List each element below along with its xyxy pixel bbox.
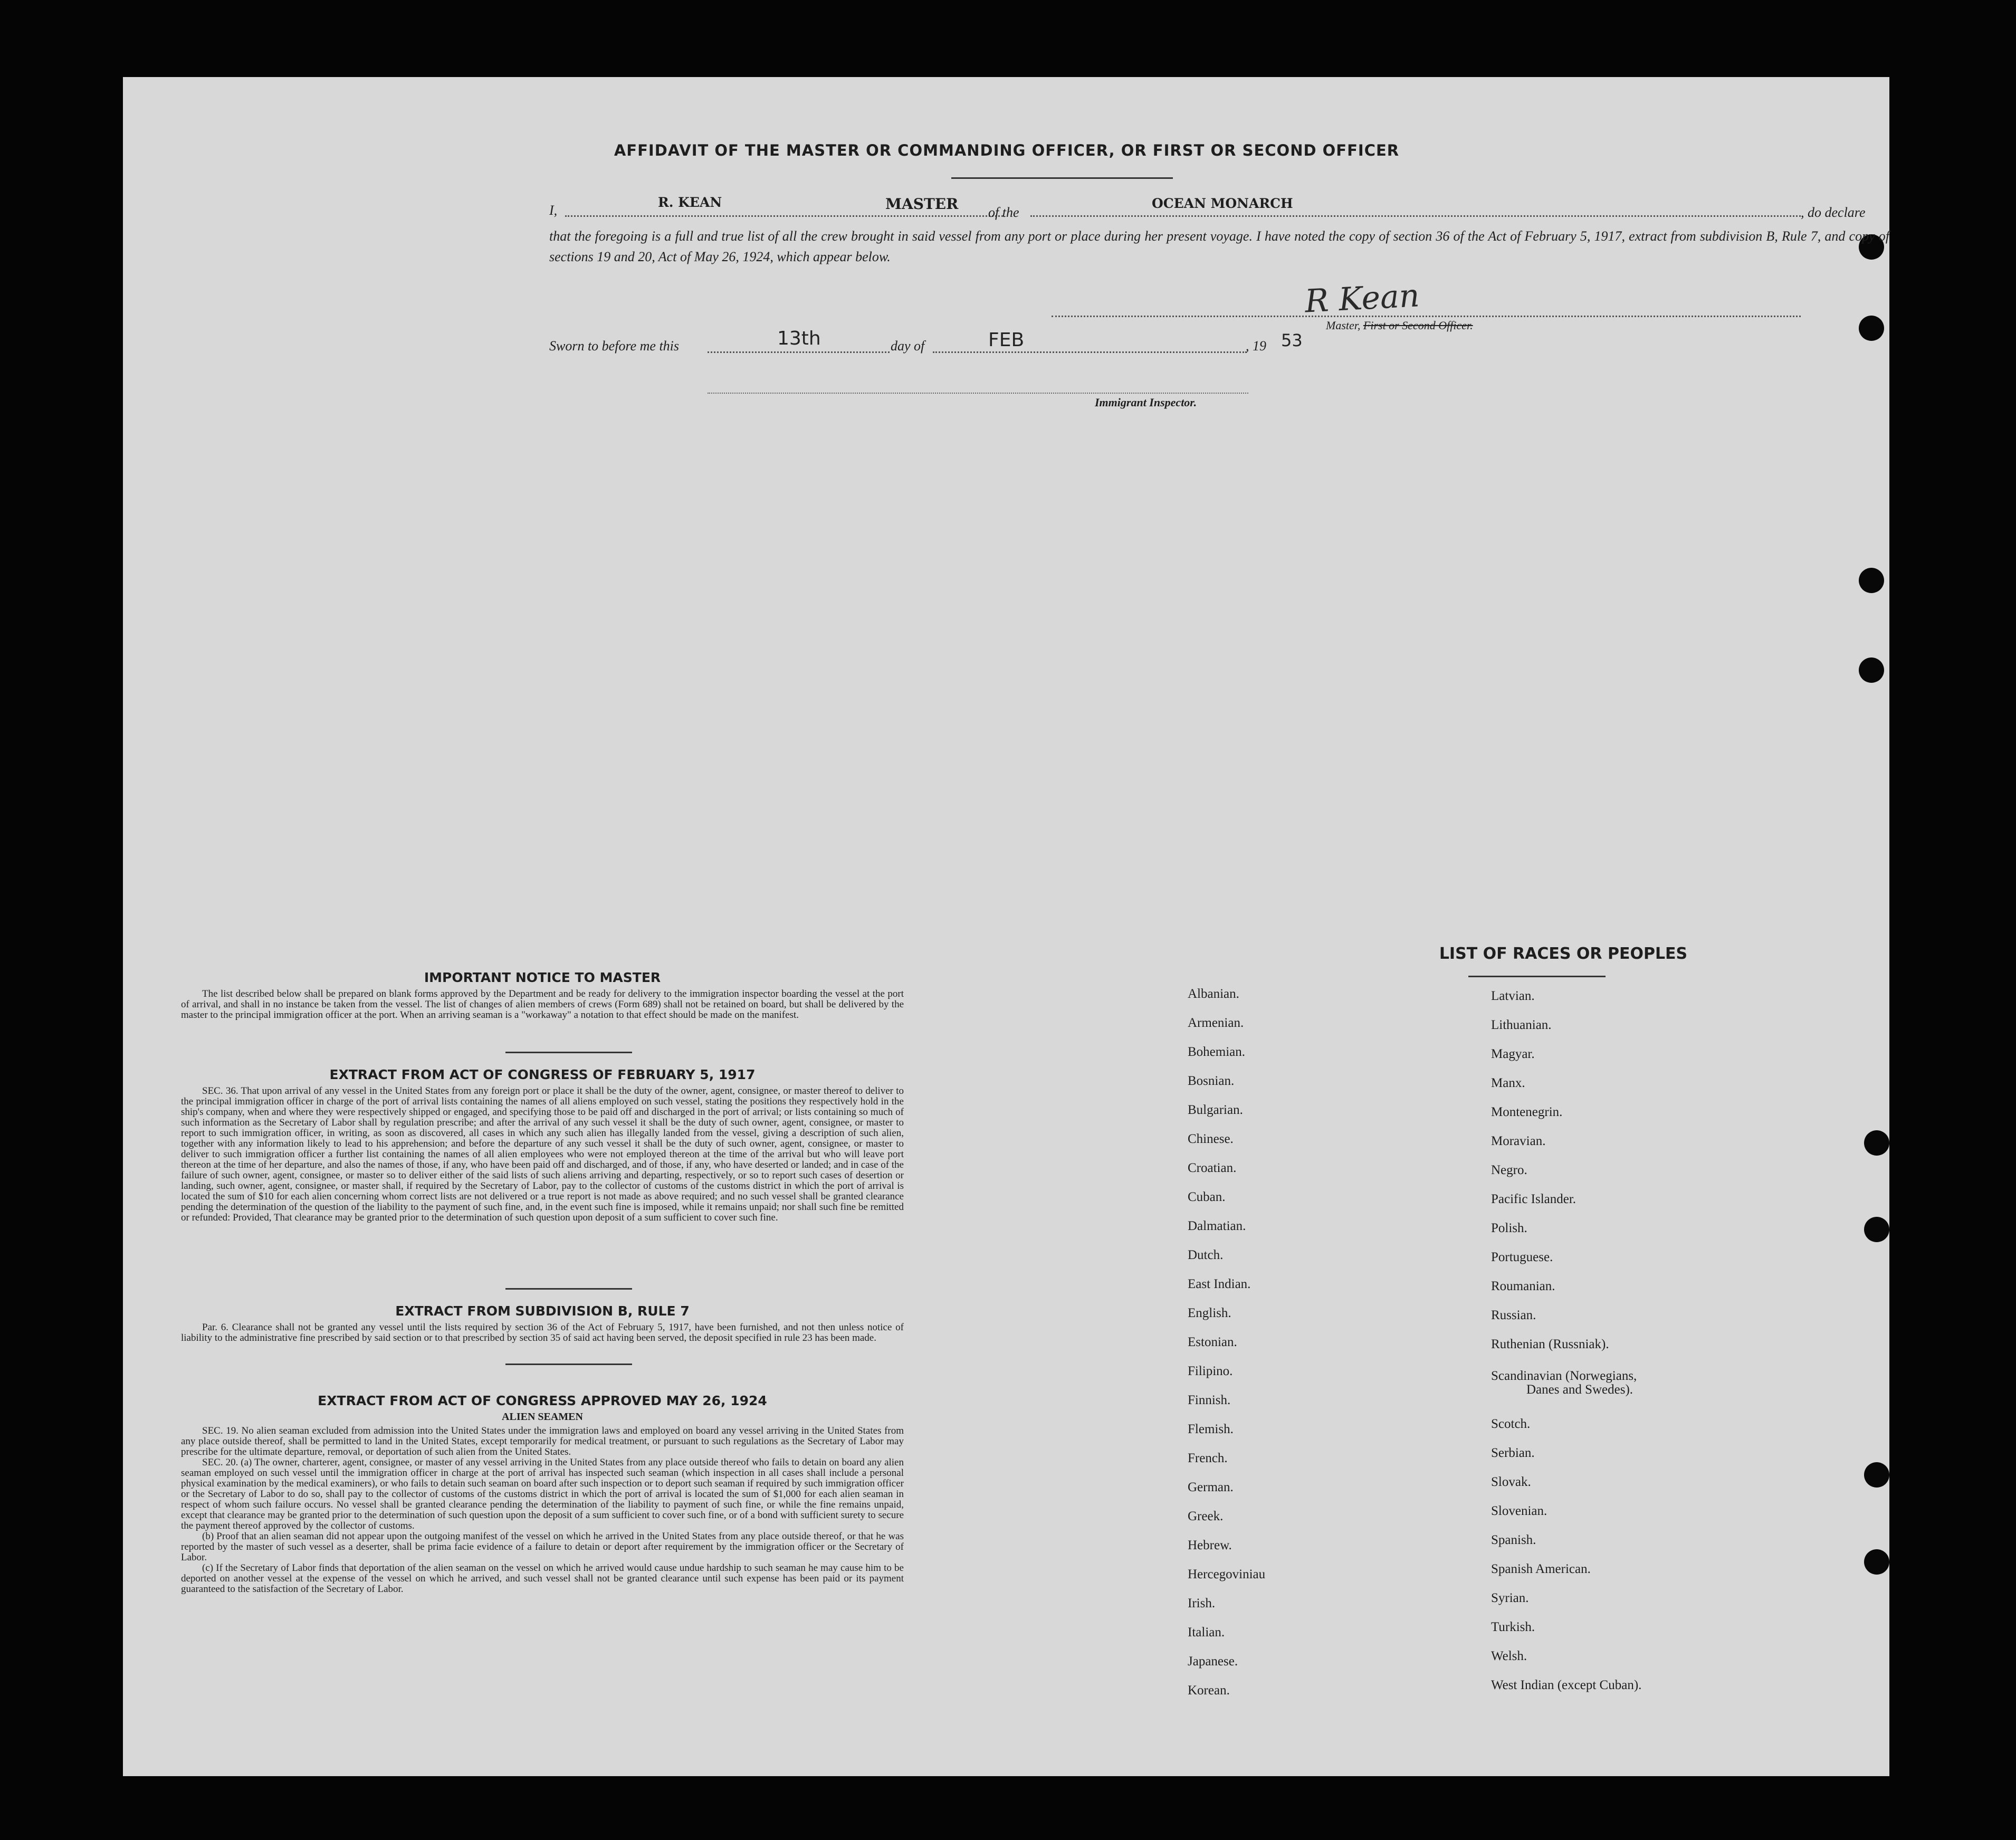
race-item: Turkish. [1491,1620,1535,1634]
extract-1924-subtitle: ALIEN SEAMEN [502,1411,583,1423]
master-signature: R Kean [1304,277,1421,320]
notice-title: IMPORTANT NOTICE TO MASTER [424,970,661,985]
section-rule [505,1288,632,1290]
signature-title [1326,319,1473,332]
race-item: West Indian (except Cuban). [1491,1678,1642,1692]
race-item: Dalmatian. [1188,1219,1246,1233]
race-item: Irish. [1188,1596,1216,1610]
race-item: Slovenian. [1491,1504,1547,1518]
master-name: R. KEAN [658,195,722,210]
binder-hole [1864,1130,1889,1156]
race-item: East Indian. [1188,1277,1251,1291]
race-item: Korean. [1188,1683,1230,1698]
race-item: Bosnian. [1188,1074,1235,1088]
race-item: Welsh. [1491,1649,1527,1663]
signature-label-master: Master, [1326,319,1361,332]
race-item: Croatian. [1188,1161,1237,1175]
race-item: Russian. [1491,1308,1536,1322]
inspector-label: Immigrant Inspector. [1095,396,1197,409]
extract-1917-title: EXTRACT FROM ACT OF CONGRESS OF FEBRUARY 5, 1917 [329,1067,756,1082]
vessel-name: OCEAN MONARCH [1152,196,1293,211]
race-item: English. [1188,1306,1231,1320]
day-line [708,351,890,353]
extract-1924-title: EXTRACT FROM ACT OF CONGRESS APPROVED MAY 26, 1924 [318,1393,767,1408]
race-item: Hebrew. [1188,1538,1232,1552]
master-rank: MASTER [885,195,959,213]
races-title: LIST OF RACES OR PEOPLES [1439,945,1688,963]
sworn-year: 53 [1281,330,1303,350]
binder-hole [1864,1217,1889,1242]
sec20a-text: SEC. 20. (a) The owner, charterer, agent, consignee, or master of any vessel arriving in the United States from any place outside thereof who fails to detain on board any alien seaman employed on such vessel until the immigration officer in charge at the port of arrival has inspected such seaman (which inspection in all cases shall include a personal physical examination by the medical examiners), or who fails to detain such seaman on board after such inspection or to deport such seaman if required by such immigration officer or the Secretary of Labor to do so, shall pay to the collector of customs of the customs district in which the port of arrival is located the sum of $1,000 for each alien seaman in respect of whom such failure occurs. No vessel shall be granted clearance pending the determination of the liability to payment of such fine, or while the fine remains unpaid, except that clearance may be granted prior to the determination of such question upon the deposit of a sum sufficient to cover such fine, or of a bond with sufficient surety to secure the payment thereof approved by the collector of customs. [181,1457,904,1531]
race-item: Finnish. [1188,1393,1231,1407]
race-item: Chinese. [1188,1132,1234,1146]
title-rule [951,177,1173,179]
sec19-text: SEC. 19. No alien seaman excluded from admission into the United States under the immigration laws and employed on board any vessel arriving in the United States from any place outside thereof, shall be permitted to land in the United States, except temporarily for medical treatment, or pursuant to such regulations as the Secretary of Labor may prescribe for the ultimate departure, removal, or deportation of such alien from the United States. [181,1425,904,1457]
race-item: Portuguese. [1491,1250,1553,1264]
declarant-prefix: I, [549,203,558,218]
race-item: Pacific Islander. [1491,1192,1577,1206]
race-item: Lithuanian. [1491,1018,1552,1032]
inspector-line [708,393,1248,394]
race-item: Hercegoviniau [1188,1567,1266,1581]
vessel-line [1030,215,1801,217]
race-item: Slovak. [1491,1475,1531,1489]
race-item: Estonian. [1188,1335,1237,1349]
sworn-label: Sworn to before me this [549,338,680,354]
binder-hole [1859,316,1884,341]
affidavit-title: AFFIDAVIT OF THE MASTER OR COMMANDING OFFICER, OR FIRST OR SECOND OFFICER [614,141,1400,159]
signature-label-struck: First or Second Officer. [1363,319,1473,332]
race-item: Cuban. [1188,1190,1226,1204]
subdivision-title: EXTRACT FROM SUBDIVISION B, RULE 7 [395,1303,690,1319]
binder-hole [1864,1462,1889,1488]
race-item: German. [1188,1480,1234,1494]
signature-line [1052,316,1801,317]
race-item: Ruthenian (Russniak). [1491,1337,1609,1351]
race-item: Manx. [1491,1076,1525,1090]
race-item: Roumanian. [1491,1279,1555,1293]
year-prefix: , 19 [1246,338,1266,354]
race-item: Filipino. [1188,1364,1233,1378]
name-line [565,215,1003,217]
race-item: Spanish. [1491,1533,1536,1547]
race-item: Bohemian. [1188,1045,1246,1059]
extract-1917-text: SEC. 36. That upon arrival of any vessel in the United States from any foreign port or place it shall be the duty of the owner, agent, consignee, or master thereof to deliver to the principal immigration officer in charge of the port of arrival lists containing the names of all aliens employed on such vessel, stating the positions they respectively hold in the ship's company, when and where they were respectively shipped or engaged, and specifying those to be paid off and discharged in the port of arrival; or lists containing so much of such information as the Secretary of Labor shall by regulation prescribe; and after the arrival of any such vessel it shall be the duty of such owner, agent, consignee, or master to report to such immigration officer, in writing, as soon as discovered, all cases in which any such alien has illegally landed from the vessel, giving a description of such alien, together with any information likely to lead to his apprehension; and before the departure of any such vessel it shall be the duty of such owner, agent, consignee, or master to deliver to such immigration officer a further list containing the names of all alien employees who were not employed thereon at the time of the arrival but who will leave port thereon at the time of her departure, and also the names of those, if any, who have been paid off and discharged, and of those, if any, who have deserted or landed; and in case of the failure of such owner, agent, consignee, or master so to deliver either of the said lists of such aliens arriving and departing, respectively, or so to report such cases of desertion or landing, such owner, agent, consignee, or master shall, if required by the Secretary of Labor, pay to the collector of customs of the customs district in which the port of arrival is located the sum of $10 for each alien concerning whom correct lists are not delivered or a true report is not made as above required; and no such vessel shall be granted clearance pending the determination of the question of the liability to the payment of such fine, and, in the event such fine is imposed, while it remains unpaid; nor shall such fine be remitted or refunded: Provided, That clearance may be granted prior to the determination of such question upon deposit of a sum sufficient to cover such fine. [181,1085,904,1223]
section-rule [505,1364,632,1365]
extract-1924-body [181,1426,904,1595]
of-the-label: of the [988,205,1019,220]
race-item: Greek. [1188,1509,1224,1523]
race-item: Magyar. [1491,1047,1535,1061]
race-item: Armenian. [1188,1016,1244,1030]
document-page [123,77,1889,1776]
binder-hole [1859,657,1884,683]
races-rule [1468,976,1606,977]
binder-hole [1859,568,1884,593]
race-item: Latvian. [1491,989,1535,1003]
race-item: Serbian. [1491,1446,1535,1460]
race-item: Italian. [1188,1625,1225,1639]
race-item: Moravian. [1491,1134,1546,1148]
race-item: Flemish. [1188,1422,1234,1436]
sec20c-text: (c) If the Secretary of Labor finds that deportation of the alien seaman on the vessel on which he arrived would cause undue hardship to such seaman he may cause him to be deported on another vessel at the expense of the vessel on which he arrived, and such vessel shall not be granted clearance until such expense has been paid or its payment guaranteed to the satisfaction of the Secretary of Labor. [181,1562,904,1595]
binder-hole [1864,1549,1889,1575]
race-item: Scotch. [1491,1417,1531,1431]
sec20b-text: (b) Proof that an alien seaman did not appear upon the outgoing manifest of the vessel on which he arrived in the United States from any place outside thereof, or that he was reported by the master of such vessel as a deserter, shall be prima facie evidence of a failure to detain or deport after requirement by the immigration officer or the Secretary of Labor. [181,1531,904,1563]
race-item: Negro. [1491,1163,1527,1177]
subdivision-text: Par. 6. Clearance shall not be granted any vessel until the lists required by section 36 of the Act of February 5, 1917, have been furnished, and not then unless notice of liability to the administrative fine prescribed by said section or to that prescribed by section 35 of said act having been served, the deposit specified in rule 23 has been made. [181,1322,904,1343]
month-line [933,351,1247,353]
race-item: Scandinavian (Norwegians, [1491,1369,1637,1383]
race-item: Japanese. [1188,1654,1238,1669]
race-item: Syrian. [1491,1591,1529,1605]
section-rule [505,1052,632,1053]
race-item: Montenegrin. [1491,1105,1563,1119]
sworn-day: 13th [777,328,821,349]
race-item: Polish. [1491,1221,1527,1235]
race-item: Albanian. [1188,987,1239,1001]
day-of-label: day of [891,338,925,354]
do-declare-label: , do declare [1801,205,1866,220]
race-item: Spanish American. [1491,1562,1591,1576]
affidavit-body: that the foregoing is a full and true list of all the crew brought in said vessel from any port or place during her present voyage. I have noted the copy of section 36 of the Act of February 5, 1917, extract from subdivision B, Rule 7, and copy of sections 19 and 20, Act of May 26, 1924, which appear below. [549,228,1889,264]
race-item: Danes and Swedes). [1526,1383,1633,1397]
sworn-month: FEB [988,329,1025,351]
race-item: Bulgarian. [1188,1103,1243,1117]
notice-text: The list described below shall be prepared on blank forms approved by the Department and be ready for delivery to the immigration inspector boarding the vessel at the port of arrival, and shall in no instance be taken from the vessel. The list of changes of alien members of crews (Form 689) shall not be retained on board, but shall be delivered by the master to the principal immigration officer at the port. When an arriving seaman is a "workaway" a notation to that effect should be made on the manifest. [181,988,904,1021]
race-item: Dutch. [1188,1248,1224,1262]
race-item: French. [1188,1451,1228,1465]
